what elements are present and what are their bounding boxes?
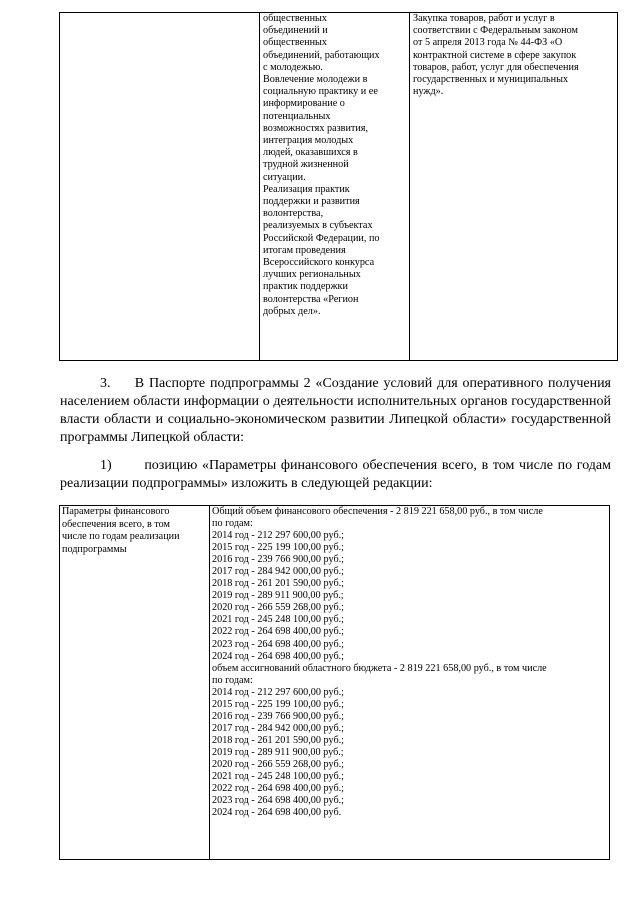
cell-line: Российской Федерации, по [263,232,380,244]
cell-line: Реализация практик [263,183,350,195]
cell-line: подпрограммы [62,543,127,555]
cell-line: общественных [263,13,327,24]
cell-line: от 5 апреля 2013 года № 44-ФЗ «О [413,37,563,49]
cell-line: объем ассигнований областного бюджета - 2 819 221 658,00 руб., в том числе [212,662,547,674]
cell-line: 2014 год - 212 297 600,00 руб.; [212,530,345,542]
cell-line: 2017 год - 284 942 000,00 руб.; [212,566,345,578]
cell-line: обеспечения всего, в том [62,518,170,530]
cell-line: 2022 год - 264 698 400,00 руб.; [212,626,345,638]
activities-table [59,12,618,361]
cell-line: 2023 год - 264 698 400,00 руб.; [212,795,345,807]
activity-description-cell [260,13,410,361]
cell-line: 2020 год - 266 559 268,00 руб.; [212,758,345,770]
cell-line: Вовлечение молодежи в [263,74,368,86]
cell-line: 2023 год - 264 698 400,00 руб.; [212,638,345,650]
cell-line: итогам проведения [263,244,346,256]
cell-line: 2015 год - 225 199 100,00 руб.; [212,542,345,554]
cell-line: поддержки и развития [263,196,360,208]
table-row [60,506,610,860]
cell-line: соответствии с Федеральным законом [413,25,578,37]
cell-line: 2016 год - 239 766 900,00 руб.; [212,710,345,722]
cell-line: 2019 год - 289 911 900,00 руб.; [212,746,344,758]
cell-line: возможностях развития, [263,122,369,134]
cell-line: потенциальных [263,110,331,122]
cell-line: ситуации. [263,171,306,183]
cell-line: по годам: [212,674,253,686]
cell-line: 2022 год - 264 698 400,00 руб.; [212,783,345,795]
cell-line: по годам: [212,518,253,530]
cell-line: лучших региональных [263,269,361,281]
financing-values-cell [210,506,610,860]
cell-line: товаров, работ, услуг для обеспечения [413,61,579,73]
cell-line: 2020 год - 266 559 268,00 руб.; [212,602,345,614]
cell-line: с молодежью. [263,61,323,73]
cell-line: 2018 год - 261 201 590,00 руб.; [212,734,345,746]
cell-line: 2024 год - 264 698 400,00 руб. [212,807,342,819]
cell-line: волонтерства, [263,208,324,220]
cell-line: объединений, работающих [263,49,380,61]
cell-line: практик поддержки [263,281,348,293]
paragraph-subitem-1: 1) позицию «Параметры финансового обеспечения всего, в том числе по годам реализации подпрограммы» изложить в следующей редакции: [60,458,611,491]
paragraph-item-3: 3. В Паспорте подпрограммы 2 «Создание условий для оперативного получения населением области информации о деятельности исполнительных органов государственной власти области и социально-экономическом развитии Липецкой области» государственной программы Липецкой области: [60,376,611,445]
cell-line: государственных и муниципальных [413,74,569,86]
cell-line: волонтерства «Регион [263,293,359,305]
cell-line: 2021 год - 245 248 100,00 руб.; [212,771,345,783]
cell-line: нужд». [413,86,444,98]
cell-line: Параметры финансового [62,506,170,517]
cell-line: 2015 год - 225 199 100,00 руб.; [212,698,345,710]
cell-line: 2017 год - 284 942 000,00 руб.; [212,722,345,734]
parameter-name-cell [60,506,210,860]
cell-line: добрых дел». [263,305,321,317]
cell-line: 2018 год - 261 201 590,00 руб.; [212,578,345,590]
cell-line: Закупка товаров, работ и услуг в [413,13,555,24]
financing-table [59,505,610,860]
table-cell-empty [60,13,260,361]
cell-line: контрактной системе в сфере закупок [413,49,577,61]
cell-line: числе по годам реализации [62,531,180,542]
cell-line: людей, оказавшихся в [263,147,358,159]
cell-line: 2021 год - 245 248 100,00 руб.; [212,614,345,626]
cell-line: общественных [263,37,327,49]
cell-line: 2019 год - 289 911 900,00 руб.; [212,590,344,602]
cell-line: 2024 год - 264 698 400,00 руб.; [212,650,345,662]
cell-line: трудной жизненной [263,159,349,171]
table-row [60,13,618,361]
cell-line: реализуемых в субъектах [263,220,373,232]
cell-line: объединений и [263,25,328,37]
cell-line: Всероссийского конкурса [263,257,375,269]
cell-line: 2016 год - 239 766 900,00 руб.; [212,554,345,566]
cell-line: интеграция молодых [263,135,354,147]
cell-line: 2014 год - 212 297 600,00 руб.; [212,686,345,698]
procurement-cell [410,13,618,361]
cell-line: социальную практику и ее [263,86,378,98]
cell-line: информирование о [263,98,345,110]
cell-line: Общий объем финансового обеспечения - 2 819 221 658,00 руб., в том числе [212,506,543,517]
